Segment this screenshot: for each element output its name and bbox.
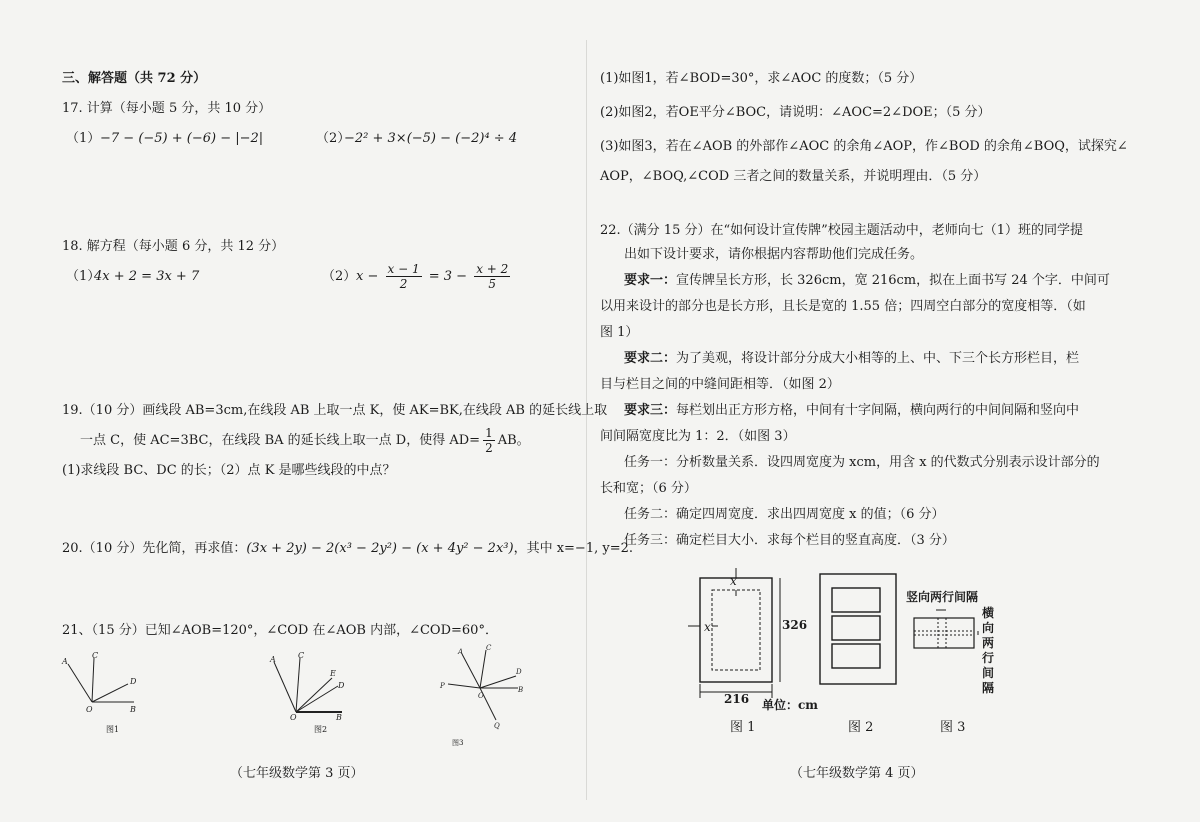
q17-part2-expression: −2² + 3×(−5) − (−2)⁴ ÷ 4 xyxy=(344,131,518,146)
q18-fraction-2-denominator: 5 xyxy=(488,277,497,291)
q18-part1-number: （1） xyxy=(66,269,101,284)
q21-part3-line1: (3)如图3，若在∠AOB 的外部作∠AOC 的余角∠AOP，作∠BOD 的余角∠BOQ，试探究∠ xyxy=(600,139,1128,154)
q22-req1-text: 宣传牌呈长方形，长 326cm，宽 216cm，拟在上面书写 24 个字．中间可 xyxy=(676,273,1110,288)
q22-req3-line1 xyxy=(624,402,1079,420)
svg-text:O: O xyxy=(290,713,297,720)
q22-figure-1 xyxy=(680,566,820,716)
svg-text:O: O xyxy=(478,692,484,700)
q21-figure-3 xyxy=(438,642,538,732)
svg-text:B: B xyxy=(336,713,342,720)
q22-task1-line2: 长和宽；（6 分） xyxy=(600,481,697,496)
right-page xyxy=(600,0,1200,822)
q22-req1-label: 要求一： xyxy=(624,273,677,288)
q22-figure-3 xyxy=(910,606,982,656)
svg-text:D: D xyxy=(516,668,522,676)
q18-part2-number: （2） xyxy=(322,269,357,284)
q19-line1: 19.（10 分）画线段 AB=3cm,在线段 AB 上取一点 K，使 AK=BK,在线段 AB 的延长线上取 xyxy=(62,403,608,418)
q22-task3: 任务三：确定栏目大小．求每个栏目的竖直高度．（3 分） xyxy=(624,533,955,548)
svg-text:O: O xyxy=(86,705,93,714)
q20-expression: (3x + 2y) − 2(x³ − 2y²) − (x + 4y² − 2x³) xyxy=(246,541,514,556)
svg-text:B: B xyxy=(130,705,136,714)
q21-intro: 21、（15 分）已知∠AOB=120°，∠COD 在∠AOB 内部，∠COD=60°． xyxy=(62,623,498,638)
q22-line1: 22.（满分 15 分）在“如何设计宣传牌”校园主题活动中，老师向七（1）班的同学提 xyxy=(600,223,1084,238)
q22-task2: 任务二：确定四周宽度．求出四周宽度 x 的值；（6 分） xyxy=(624,507,945,522)
q22-req2-label: 要求二： xyxy=(624,351,677,366)
q17-part1-expression: −7 − (−5) + (−6) − |−2| xyxy=(100,131,264,146)
q18-eq-middle: = 3 − xyxy=(428,269,468,284)
svg-text:A: A xyxy=(458,648,464,656)
svg-text:A: A xyxy=(62,657,68,666)
q22-figure-2 xyxy=(818,572,898,692)
left-page-footer: （七年级数学第 3 页） xyxy=(230,766,364,781)
q19-line2-text: 一点 C，使 AC=3BC，在线段 BA 的延长线上取一点 D，使得 AD= xyxy=(80,433,481,448)
q21-part1: (1)如图1，若∠BOD=30°，求∠AOC 的度数；（5 分） xyxy=(600,71,923,86)
svg-text:D: D xyxy=(338,681,345,690)
q18-fraction-2 xyxy=(474,262,510,291)
q22-line2: 出如下设计要求，请你根据内容帮助他们完成任务。 xyxy=(624,247,924,262)
svg-text:C: C xyxy=(486,644,492,652)
q17-title: 17. 计算（每小题 5 分，共 10 分） xyxy=(62,101,272,116)
q19-line2-tail: AB。 xyxy=(497,433,530,448)
q22-req3-line2: 间间隔宽度比为 1：2．（如图 3） xyxy=(600,429,796,444)
q22-fig3-caption: 图 3 xyxy=(940,720,966,735)
q19-fraction-denominator: 2 xyxy=(485,441,493,455)
q21-fig1-caption: 图1 xyxy=(106,725,120,734)
q21-fig3-caption: 图3 xyxy=(452,739,464,747)
q22-fig1-height-label: 326 xyxy=(782,618,808,632)
q18-fraction-1 xyxy=(386,262,422,291)
q18-part1-equation: 4x + 2 = 3x + 7 xyxy=(94,269,200,284)
q21-figure-1 xyxy=(58,650,158,720)
q20-text xyxy=(62,540,633,558)
q22-fig1-x-left: x xyxy=(704,620,711,634)
q22-req1-line1 xyxy=(624,272,1110,290)
q17-part2-number: （2） xyxy=(316,131,351,146)
q22-req3-text: 每栏划出正方形方格，中间有十字间隔，横向两行的中间间隔和竖向中 xyxy=(676,403,1080,418)
svg-text:E: E xyxy=(330,669,336,678)
q22-req1-line3: 图 1） xyxy=(600,325,639,340)
q17-part1-number: （1） xyxy=(66,131,101,146)
q19-line3: (1)求线段 BC、DC 的长；（2）点 K 是哪些线段的中点？ xyxy=(62,463,396,478)
q19-fraction-numerator: 1 xyxy=(485,426,493,440)
svg-text:C: C xyxy=(92,651,99,660)
q22-req2-line1 xyxy=(624,350,1079,368)
q21-part3-line2: AOP，∠BOQ,∠COD 三者之间的数量关系，并说明理由．（5 分） xyxy=(600,169,987,184)
section-title: 三、解答题（共 72 分） xyxy=(62,71,207,86)
q22-fig1-width-label: 216 xyxy=(724,692,750,706)
svg-text:P: P xyxy=(440,682,445,690)
q22-unit-label: 单位：cm xyxy=(762,698,819,712)
q18-eq-lead: x − xyxy=(356,269,379,284)
q18-fraction-1-numerator: x − 1 xyxy=(387,262,420,276)
q22-fig2-caption: 图 2 xyxy=(848,720,874,735)
q22-req1-line2: 以用来设计的部分也是长方形，且长是宽的 1.55 倍；四周空白部分的宽度相等．（如 xyxy=(600,299,1086,314)
q22-horizontal-gap-label: 横向两行间隔 xyxy=(982,606,995,695)
q18-fraction-1-denominator: 2 xyxy=(399,277,408,291)
q19-line2 xyxy=(80,424,530,458)
svg-text:C: C xyxy=(298,651,305,660)
q18-part2-equation xyxy=(356,262,513,292)
q22-req2-line2: 目与栏目之间的中缝间距相等．（如图 2） xyxy=(600,377,840,392)
q22-fig1-x-top: x xyxy=(730,574,737,588)
q18-title: 18. 解方程（每小题 6 分，共 12 分） xyxy=(62,239,285,254)
q21-fig2-caption: 图2 xyxy=(314,725,328,734)
svg-text:B: B xyxy=(518,686,524,694)
svg-text:D: D xyxy=(130,677,137,686)
q22-req3-label: 要求三： xyxy=(624,403,677,418)
right-page-footer: （七年级数学第 4 页） xyxy=(790,766,924,781)
q19-half-fraction xyxy=(483,426,495,455)
q22-fig1-caption: 图 1 xyxy=(730,720,756,735)
q20-tail: ，其中 x=−1, y=2. xyxy=(513,541,634,556)
q20-lead: 20.（10 分）先化简，再求值： xyxy=(62,541,247,556)
q22-req2-text: 为了美观，将设计部分分成大小相等的上、中、下三个长方形栏目，栏 xyxy=(676,351,1080,366)
q22-vertical-gap-label: 竖向两行间隔 xyxy=(906,590,979,604)
q21-part2: (2)如图2，若OE平分∠BOC，请说明：∠AOC=2∠DOE；（5 分） xyxy=(600,105,991,120)
q18-fraction-2-numerator: x + 2 xyxy=(476,262,509,276)
svg-text:A: A xyxy=(270,655,276,664)
q21-figure-2 xyxy=(262,650,362,720)
svg-text:Q: Q xyxy=(494,722,500,730)
q22-task1-line1: 任务一：分析数量关系．设四周宽度为 xcm，用含 x 的代数式分别表示设计部分的 xyxy=(624,455,1100,470)
